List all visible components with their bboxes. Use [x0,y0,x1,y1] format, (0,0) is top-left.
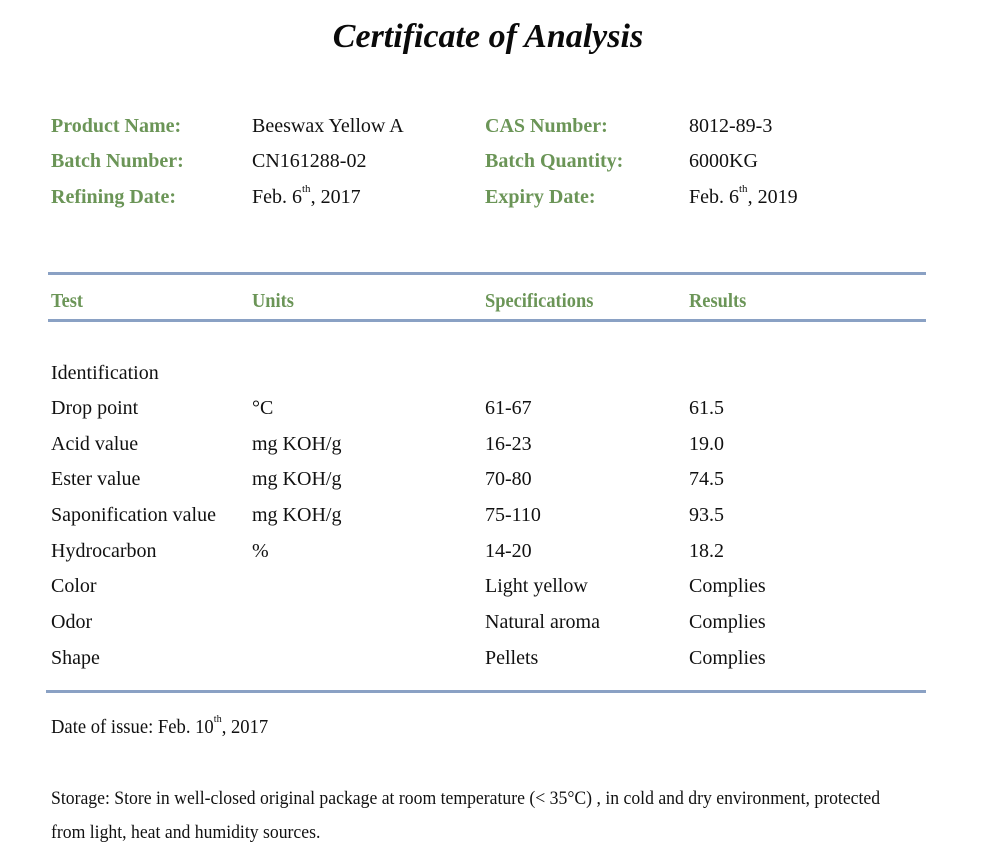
test-name: Hydrocarbon [51,540,157,562]
test-result: Complies [689,575,766,597]
test-name: Saponification value [51,504,216,526]
table-row [0,540,1006,576]
test-spec: 75-110 [485,504,541,526]
refining-date-day: Feb. 6 [252,186,302,208]
test-spec: Pellets [485,647,539,669]
test-units: mg KOH/g [252,468,342,490]
expiry-date-year: , 2019 [747,186,798,208]
expiry-date-value [689,183,798,209]
table-row [0,611,1006,647]
table-section-row [0,362,1006,398]
column-header-test: Test [51,290,84,312]
test-spec: 70-80 [485,468,532,490]
column-header-specifications: Specifications [485,290,594,312]
test-name: Shape [51,647,100,669]
test-result: 18.2 [689,540,724,562]
test-result: 61.5 [689,397,724,419]
table-row [0,647,1006,683]
test-spec: 14-20 [485,540,532,562]
test-units: % [252,540,269,562]
test-units: °C [252,397,274,419]
test-result: 93.5 [689,504,724,526]
product-name-value: Beeswax Yellow A [252,115,404,137]
batch-quantity-label: Batch Quantity: [485,150,624,172]
table-row [0,397,1006,433]
table-header-rule [48,319,926,322]
test-result: Complies [689,647,766,669]
test-result: Complies [689,611,766,633]
refining-date-label: Refining Date: [51,186,176,208]
expiry-date-day: Feb. 6 [689,186,739,208]
test-result: 19.0 [689,433,724,455]
expiry-date-label: Expiry Date: [485,186,596,208]
section-label: Identification [51,362,159,384]
issue-date-year: , 2017 [221,716,269,738]
document-title: Certificate of Analysis [332,18,644,55]
batch-number-value: CN161288-02 [252,150,367,172]
ordinal-suffix: th [213,713,222,725]
batch-number-label: Batch Number: [51,150,184,172]
test-name: Drop point [51,397,139,419]
test-spec: Natural aroma [485,611,600,633]
date-of-issue [51,713,269,739]
refining-date-value [252,183,361,209]
table-row [0,575,1006,611]
test-result: 74.5 [689,468,724,490]
table-top-rule [48,272,926,275]
test-name: Ester value [51,468,141,490]
table-row [0,433,1006,469]
test-spec: 16-23 [485,433,532,455]
cas-number-label: CAS Number: [485,115,608,137]
table-row [0,504,1006,540]
test-name: Odor [51,611,93,633]
issue-date-text: Date of issue: Feb. 10 [51,716,214,738]
refining-date-year: , 2017 [310,186,361,208]
test-spec: Light yellow [485,575,588,597]
table-bottom-rule [46,690,926,693]
test-units: mg KOH/g [252,433,342,455]
table-row [0,468,1006,504]
cas-number-value: 8012-89-3 [689,115,773,137]
column-header-results: Results [689,290,747,312]
storage-instructions: Storage: Store in well-closed original package at room temperature (< 35°C) , in cold and dry environment, protected from light, heat and humidity sources. [51,788,881,843]
ordinal-suffix: th [302,183,311,195]
ordinal-suffix: th [739,183,748,195]
test-name: Color [51,575,97,597]
test-name: Acid value [51,433,139,455]
batch-quantity-value: 6000KG [689,150,758,172]
test-spec: 61-67 [485,397,532,419]
column-header-units: Units [252,290,294,312]
test-units: mg KOH/g [252,504,342,526]
product-name-label: Product Name: [51,115,182,137]
